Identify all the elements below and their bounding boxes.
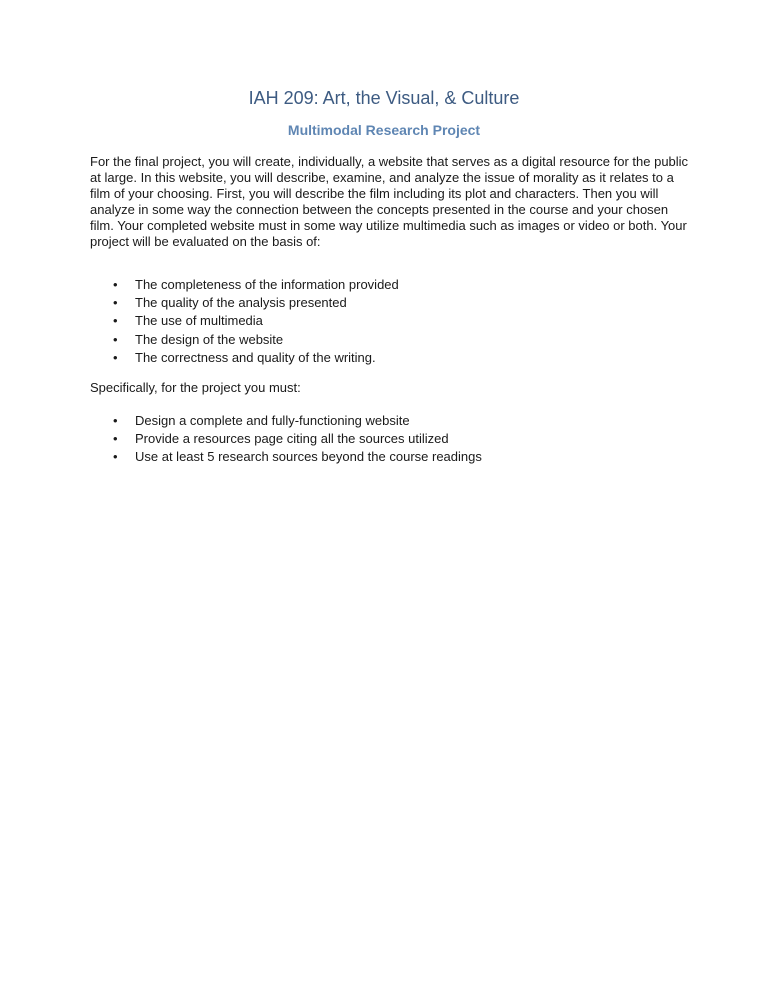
page-subtitle: Multimodal Research Project [287,122,481,138]
list-item [90,412,690,430]
intro-paragraph: For the final project, you will create, individually, a website that serves as a digital resource for the public at large. In this website, you will describe, examine, and analyze the issue of morality as it relates to a film of your choosing. First, you will describe the film including its plot and characters. Then you will analyze in some way the connection between the concepts presented in the course and your chosen film. Your completed website must in some way utilize multimedia such as images or video or both. Your project will be evaluated on the basis of: [90,154,689,249]
list-item-text: Use at least 5 research sources beyond the course readings [135,449,482,465]
list-item [90,331,690,349]
bullet-icon: • [113,331,118,347]
evaluation-criteria-list [90,276,690,367]
list-item [90,312,690,330]
list-item [90,276,690,294]
bullet-icon: • [113,349,118,365]
bullet-icon: • [113,295,118,311]
requirements-list [90,412,690,467]
list-item [90,448,690,466]
list-item-text: The quality of the analysis presented [135,295,347,311]
list-item-text: The correctness and quality of the writing. [135,349,376,365]
list-item-text: The design of the website [135,331,284,347]
list-item [90,430,690,448]
list-item-text: The use of multimedia [135,313,263,329]
bullet-icon: • [113,277,118,292]
list-item-text: The completeness of the information provided [135,277,399,292]
list-item [90,294,690,312]
list-item-text: Design a complete and fully-functioning website [135,413,410,428]
list-item-text: Provide a resources page citing all the sources utilized [135,431,449,447]
bullet-icon: • [113,313,118,329]
list-item [90,349,690,367]
requirements-intro: Specifically, for the project you must: [90,380,301,395]
bullet-icon: • [113,431,118,447]
bullet-icon: • [113,413,118,428]
page-title: IAH 209: Art, the Visual, & Culture [248,88,520,108]
bullet-icon: • [113,449,118,465]
